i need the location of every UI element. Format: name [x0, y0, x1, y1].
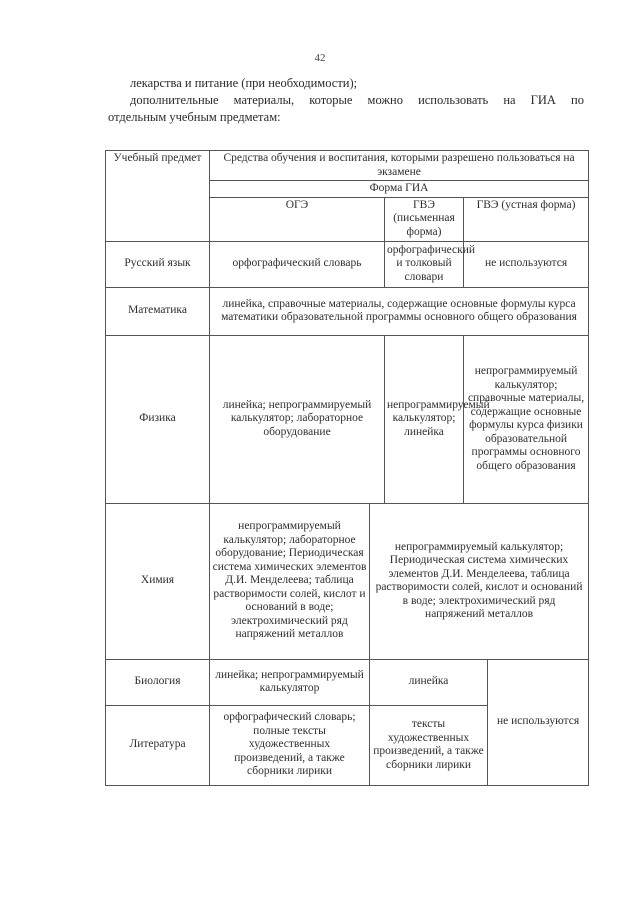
biology-gve-written: линейка — [370, 659, 488, 705]
subject-math: Математика — [106, 287, 210, 335]
table-row — [106, 241, 589, 287]
intro-text — [108, 75, 584, 126]
table-row — [106, 503, 589, 659]
table-row — [106, 659, 589, 705]
math-all-forms: линейка, справочные материалы, содержащие основные формулы курса математики образовательной программы основного общего образования — [210, 287, 589, 335]
physics-gve-oral: непрограммируемый калькулятор; справочные материалы, содержащие основные формулы курса физики образовательной программы основного общего образования — [464, 335, 589, 503]
russian-gve-written: орфографический и толковый словари — [385, 241, 464, 287]
header-gve-written: ГВЭ (письменная форма) — [385, 197, 464, 241]
literature-gve-written: тексты художественных произведений, а также сборники лирики — [370, 705, 488, 785]
exam-materials-table — [105, 150, 589, 786]
subject-chemistry: Химия — [106, 503, 210, 659]
chemistry-oge: непрограммируемый калькулятор; лабораторное оборудование; Периодическая система химических элементов Д.И. Менделеева; таблица растворимости солей, кислот и оснований в воде; электрохимический ряд напряжений металлов — [210, 503, 370, 659]
intro-line-3: отдельным учебным предметам: — [108, 110, 281, 124]
subject-physics: Физика — [106, 335, 210, 503]
subject-russian: Русский язык — [106, 241, 210, 287]
header-oge: ОГЭ — [210, 197, 385, 241]
intro-line-2: дополнительные материалы, которые можно использовать на ГИА по — [130, 93, 584, 107]
header-subject: Учебный предмет — [106, 151, 210, 242]
page-number: 42 — [314, 52, 326, 64]
header-means: Средства обучения и воспитания, которыми разрешено пользоваться на экзамене — [210, 151, 589, 181]
bio-lit-gve-oral: не используются — [488, 659, 589, 785]
biology-oge: линейка; непрограммируемый калькулятор — [210, 659, 370, 705]
russian-oge: орфографический словарь — [210, 241, 385, 287]
russian-gve-oral: не используются — [464, 241, 589, 287]
intro-line-1: лекарства и питание (при необходимости); — [130, 76, 358, 90]
physics-gve-written: непрограммируемый калькулятор; линейка — [385, 335, 464, 503]
literature-oge: орфографический словарь; полные тексты художественных произведений, а также сборники лирики — [210, 705, 370, 785]
header-gve-oral: ГВЭ (устная форма) — [464, 197, 589, 241]
chemistry-gve: непрограммируемый калькулятор; Периодическая система химических элементов Д.И. Менделеева, таблица растворимости солей, кислот и оснований в воде; электрохимический ряд напряжений металлов — [370, 503, 589, 659]
header-form: Форма ГИА — [210, 181, 589, 198]
subject-literature: Литература — [106, 705, 210, 785]
physics-oge: линейка; непрограммируемый калькулятор; лабораторное оборудование — [210, 335, 385, 503]
table-row — [106, 335, 589, 503]
table-row — [106, 287, 589, 335]
subject-biology: Биология — [106, 659, 210, 705]
